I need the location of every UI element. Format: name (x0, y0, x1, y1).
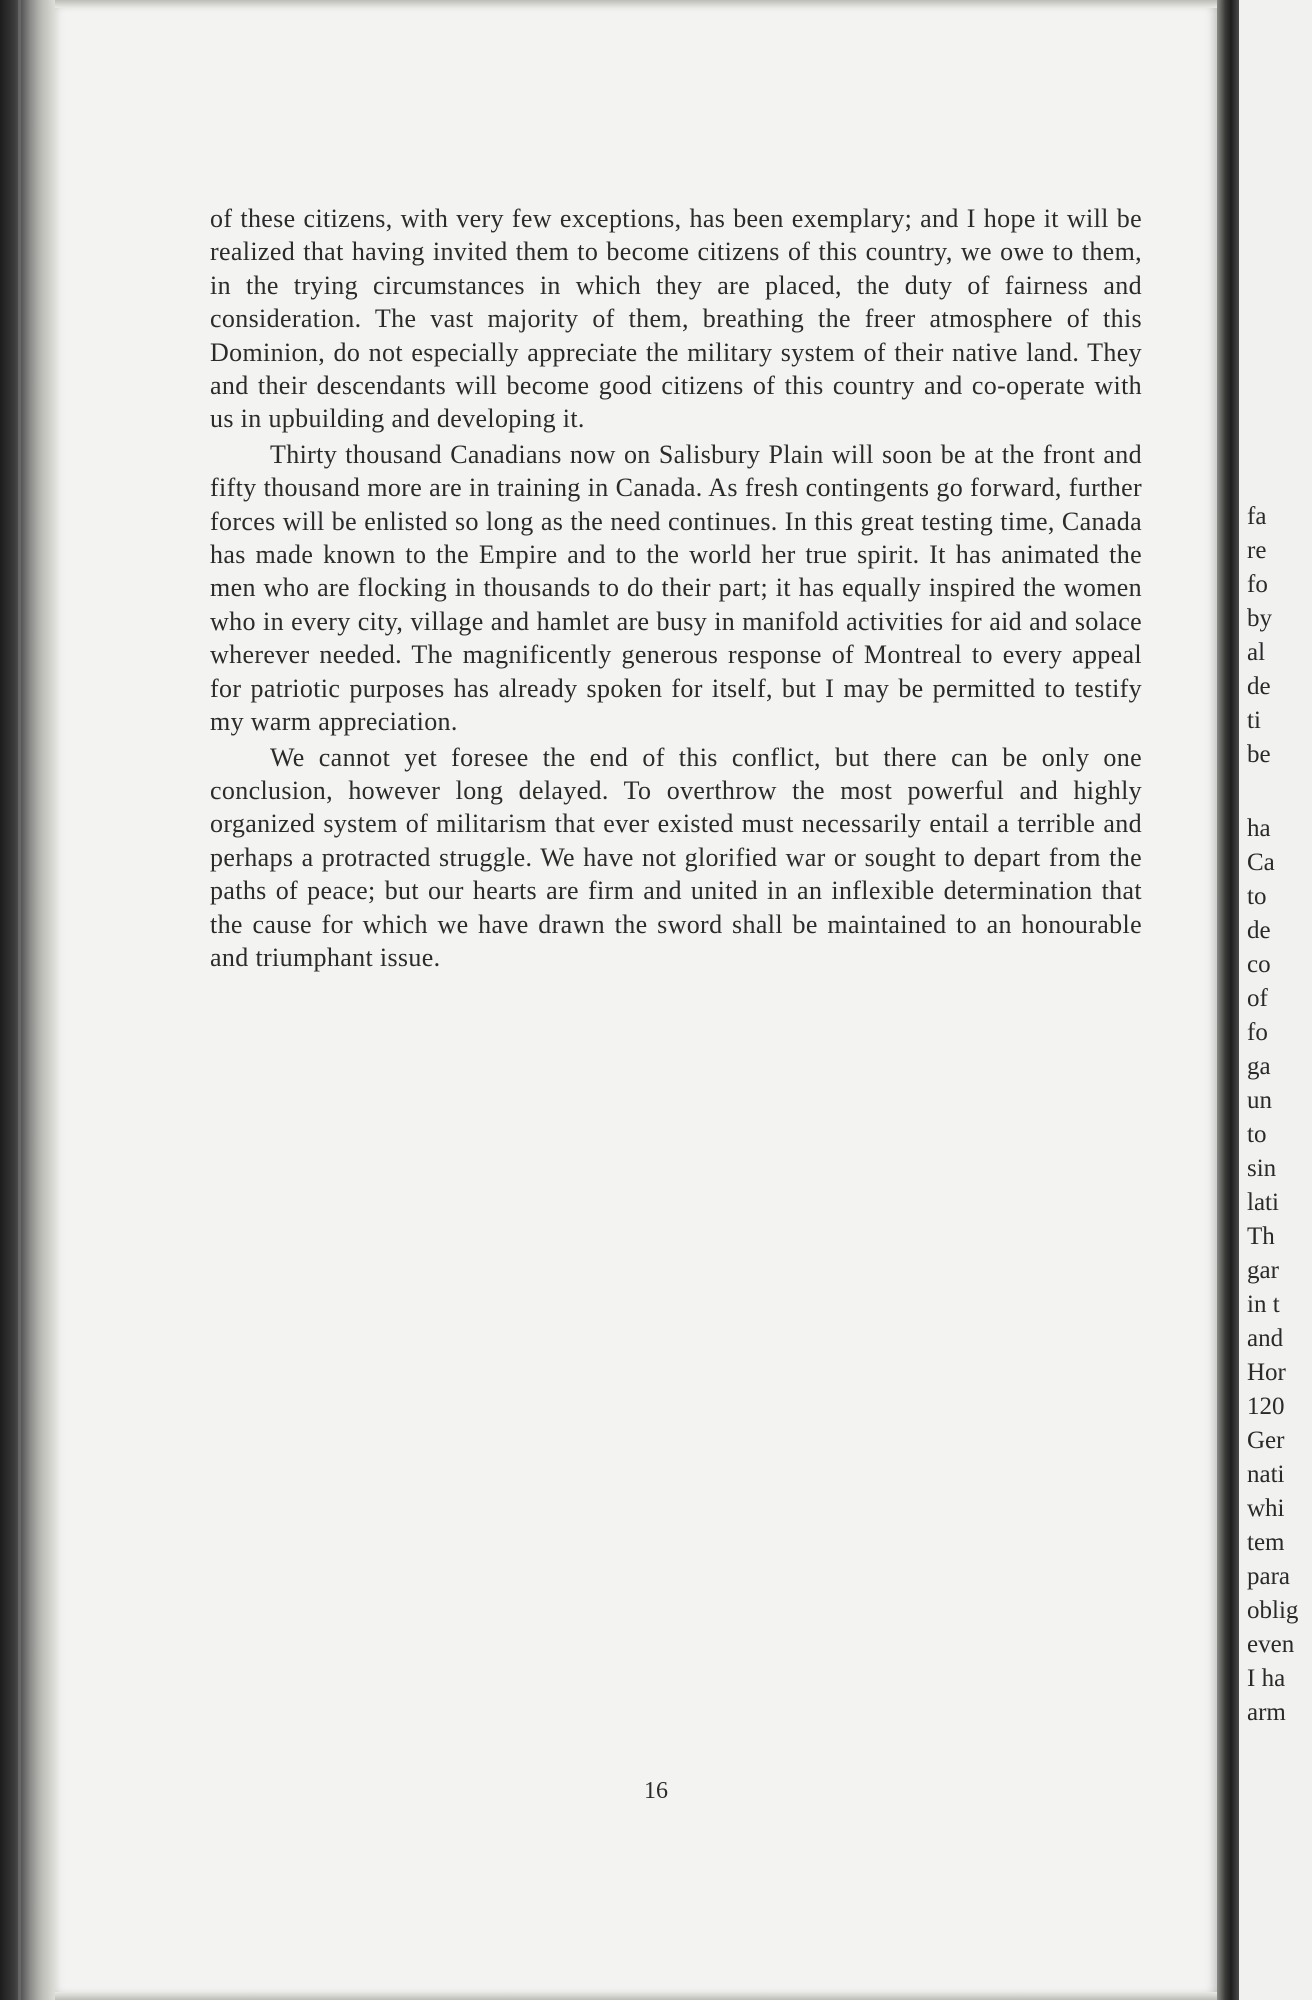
facing-line: para (1247, 1563, 1291, 1590)
facing-line: al (1247, 639, 1266, 666)
book-gutter (1217, 0, 1239, 2000)
facing-line: ha (1247, 815, 1271, 842)
facing-line: in t (1247, 1291, 1280, 1318)
facing-line: sin (1247, 1155, 1277, 1182)
facing-line: to (1247, 883, 1267, 910)
facing-line: ga (1247, 1053, 1271, 1080)
facing-line: Th (1247, 1223, 1275, 1250)
spine-edge (18, 0, 21, 2000)
facing-page (1239, 0, 1312, 2000)
facing-line: and (1247, 1325, 1284, 1352)
facing-line: de (1247, 917, 1271, 944)
facing-line: Ca (1247, 849, 1275, 876)
facing-line: nati (1247, 1461, 1285, 1488)
paragraph-1: of these citizens, with very few exceptions, has been exemplary; and I hope it will be realized that having invited them to become citizens of this country, we owe to them, in the trying circumstances in which they are placed, the duty of fairness and consideration. The vast majority of them, breathing the freer atmosphere of this Dominion, do not especially appreciate the military system of their native land. They and their descendants will become good citizens of this country and co-operate with us in upbuilding and developing it. (210, 204, 1142, 434)
page-text-block (210, 202, 1142, 976)
facing-line: gar (1247, 1257, 1279, 1284)
facing-line: even (1247, 1631, 1295, 1658)
facing-line: Hor (1247, 1359, 1286, 1386)
facing-line: of (1247, 985, 1268, 1012)
facing-line: fo (1247, 571, 1268, 598)
page-top-edge (55, 0, 1217, 8)
facing-line: whi (1247, 1495, 1285, 1522)
facing-line: co (1247, 951, 1271, 978)
facing-line: lati (1247, 1189, 1279, 1216)
paragraph-3: We cannot yet foresee the end of this conflict, but there can be only one conclusion, however long delayed. To overthrow the most powerful and highly organized system of militarism that ever existed must necessarily entail a terrible and perhaps a protracted struggle. We have not glorified war or sought to depart from the paths of peace; but our hearts are firm and united in an inflexible determination that the cause for which we have drawn the sword shall be maintained to an honourable and triumphant issue. (210, 742, 1142, 972)
facing-line: oblig (1247, 1597, 1299, 1624)
facing-line: re (1247, 537, 1267, 564)
page-bottom-edge (55, 1992, 1217, 2000)
facing-line: un (1247, 1087, 1272, 1114)
facing-line: fa (1247, 503, 1267, 530)
facing-line: to (1247, 1121, 1267, 1148)
page-number: 16 (644, 1778, 668, 1804)
paragraph-2: Thirty thousand Canadians now on Salisbury Plain will soon be at the front and fifty thousand more are in training in Canada. As fresh contingents go forward, further forces will be enlisted so long as the need continues. In this great testing time, Canada has made known to the Empire and to the world her true spirit. It has animated the men who are flocking in thousands to do their part; it has equally inspired the women who in every city, village and hamlet are busy in manifold activities for aid and solace wherever needed. The magnificently generous response of Montreal to every appeal for patriotic purposes has already spoken for itself, but I may be permitted to testify my warm appreciation. (210, 439, 1142, 737)
facing-line: arm (1247, 1699, 1286, 1726)
facing-line: by (1247, 605, 1272, 632)
book-spine (0, 0, 55, 2000)
facing-line: tem (1247, 1529, 1285, 1556)
facing-line: fo (1247, 1019, 1268, 1046)
facing-line: 120 (1247, 1393, 1285, 1420)
facing-line: ti (1247, 707, 1261, 734)
facing-line: I ha (1247, 1665, 1286, 1692)
facing-line: de (1247, 673, 1271, 700)
facing-line: be (1247, 741, 1271, 768)
facing-line: Ger (1247, 1427, 1285, 1454)
